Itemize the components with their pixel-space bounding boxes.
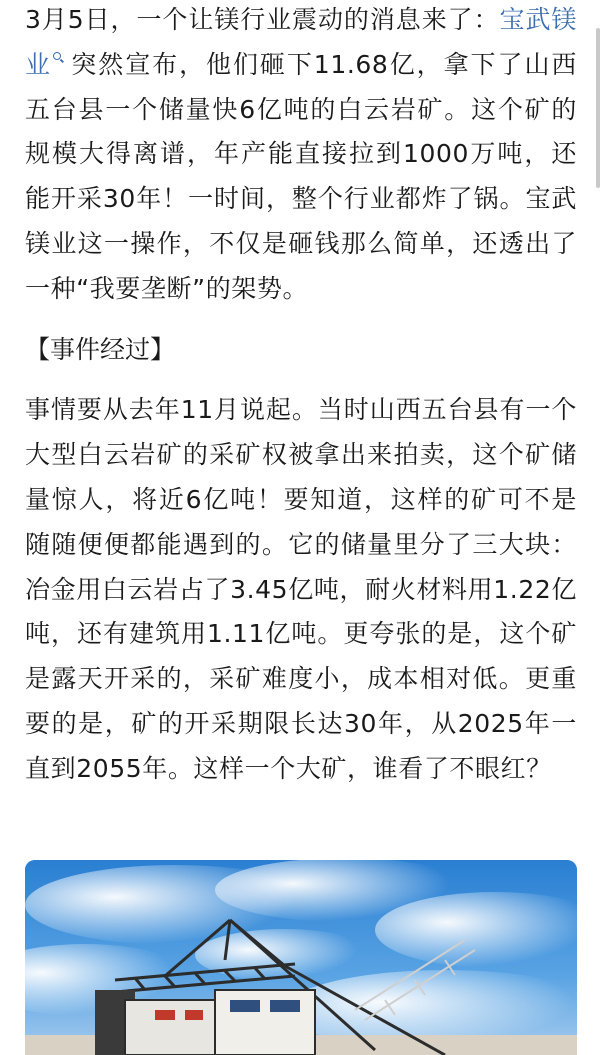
mining-excavator-photo [25, 860, 577, 1055]
article-body [25, 0, 577, 792]
intro-text-after-link: 突然宣布，他们砸下11.68亿，拿下了山西五台县一个储量快6亿吨的白云岩矿。这个矿的规模大得离谱，年产能直接拉到1000万吨，还能开采30年！一时间，整个行业都炸了锅。宝武镁业这一操作，不仅是砸钱那么简单，还透出了一种“我要垄断”的架势。 [25, 49, 577, 303]
search-icon[interactable] [53, 52, 64, 63]
body-paragraph: 事情要从去年11月说起。当时山西五台县有一个大型白云岩矿的采矿权被拿出来拍卖，这个矿储量惊人，将近6亿吨！要知道，这样的矿可不是随随便便都能遇到的。它的储量里分了三大块：冶金用白云岩占了3.45亿吨，耐火材料用1.22亿吨，还有建筑用1.11亿吨。更夸张的是，这个矿是露天开采的，采矿难度小，成本相对低。更重要的是，矿的开采期限长达30年，从2025年一直到2055年。这样一个大矿，谁看了不眼红？ [25, 395, 577, 783]
company-link-label[interactable]: 宝武镁业 [25, 5, 577, 79]
section-heading: 【事件经过】 [25, 334, 176, 364]
scrollbar[interactable] [596, 28, 600, 188]
intro-text-before-link: 3月5日，一个让镁行业震动的消息来了： [25, 5, 500, 34]
article-photo[interactable] [25, 860, 577, 1055]
intro-paragraph [25, 0, 577, 312]
